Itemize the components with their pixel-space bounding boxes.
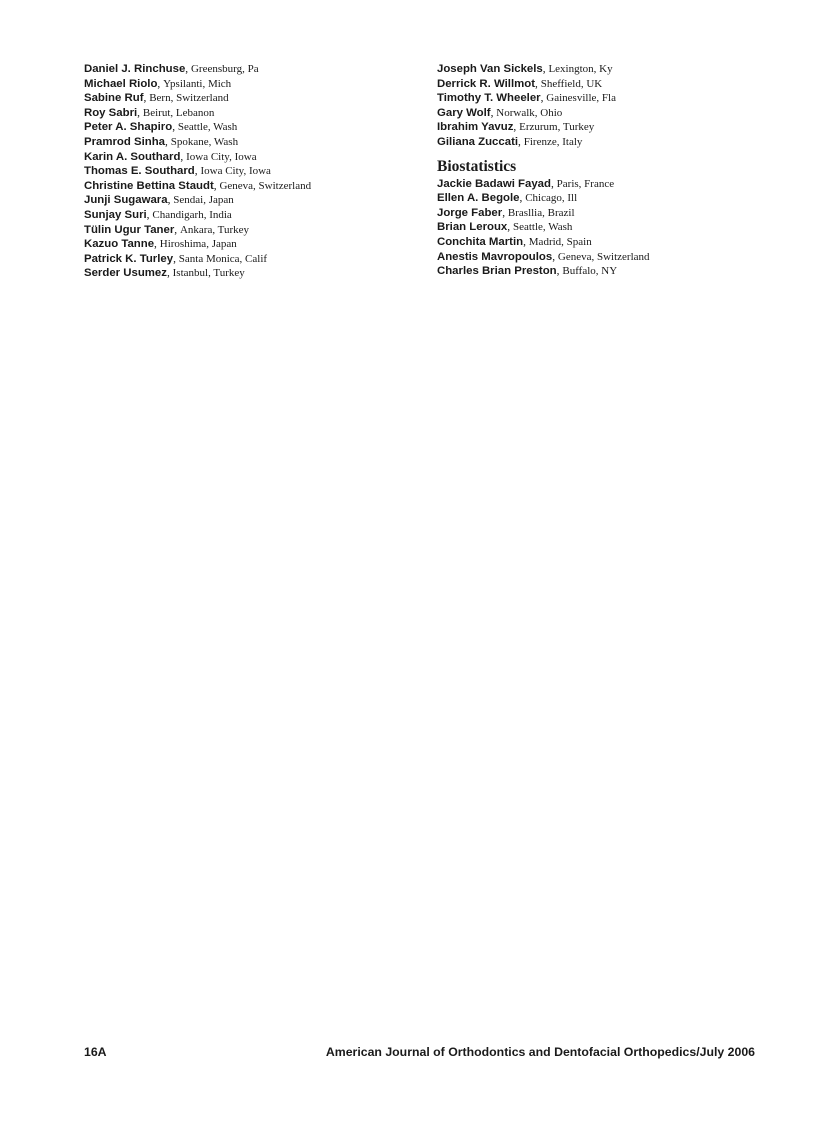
reviewer-location: Gainesville, Fla	[546, 92, 616, 105]
reviewer-entry: Giliana Zuccati, Firenze, Italy	[437, 135, 583, 148]
reviewer-entry: Derrick R. Willmot, Sheffield, UK	[437, 77, 603, 90]
reviewer-name: Derrick R. Willmot	[437, 77, 536, 90]
reviewer-entry: Patrick K. Turley, Santa Monica, Calif	[84, 252, 268, 265]
reviewer-location: Sheffield, UK	[540, 77, 603, 90]
reviewer-location: Buffalo, NY	[562, 265, 618, 278]
reviewer-name: Michael Riolo	[84, 77, 158, 90]
reviewer-entry: Pramrod Sinha, Spokane, Wash	[84, 135, 239, 148]
reviewer-entry: Sabine Ruf, Bern, Switzerland	[84, 92, 229, 105]
reviewer-location: Ypsilanti, Mich	[163, 77, 232, 90]
reviewer-entry: Thomas E. Southard, Iowa City, Iowa	[84, 165, 271, 178]
reviewer-entry: Conchita Martin, Madrid, Spain	[437, 235, 592, 248]
reviewer-name: Jackie Badawi Fayad	[437, 177, 551, 190]
reviewer-name: Patrick K. Turley	[84, 252, 174, 265]
reviewer-location: Sendai, Japan	[173, 194, 234, 207]
reviewer-name: Ibrahim Yavuz	[437, 121, 514, 134]
reviewer-location: Beirut, Lebanon	[142, 106, 215, 119]
reviewer-name: Tülin Ugur Taner	[84, 223, 175, 236]
reviewer-name: Peter A. Shapiro	[84, 121, 173, 134]
reviewer-location: Seattle, Wash	[512, 221, 573, 234]
reviewer-entry: Roy Sabri, Beirut, Lebanon	[84, 106, 215, 119]
reviewer-name: Junji Sugawara	[84, 194, 168, 207]
reviewer-location: Santa Monica, Calif	[178, 252, 268, 265]
reviewer-entry: Jackie Badawi Fayad, Paris, France	[437, 177, 615, 190]
reviewer-name: Pramrod Sinha	[84, 135, 166, 148]
reviewer-location: Firenze, Italy	[523, 135, 583, 148]
reviewer-location: Brasllia, Brazil	[507, 206, 575, 219]
biostatistics-list	[437, 177, 757, 279]
reviewer-location: Iowa City, Iowa	[200, 165, 271, 178]
reviewer-entry: Serder Usumez, Istanbul, Turkey	[84, 267, 245, 280]
reviewer-list-left	[84, 62, 404, 281]
reviewer-name: Conchita Martin	[437, 235, 524, 248]
reviewer-entry: Timothy T. Wheeler, Gainesville, Fla	[437, 92, 616, 105]
reviewer-entry: Gary Wolf, Norwalk, Ohio	[437, 106, 563, 119]
reviewer-entry: Ellen A. Begole, Chicago, Ill	[437, 192, 578, 205]
reviewer-location: Chandigarh, India	[152, 208, 232, 221]
reviewer-entry: Jorge Faber, Brasllia, Brazil	[437, 206, 575, 219]
reviewer-name: Brian Leroux	[437, 221, 508, 234]
reviewer-location: Chicago, Ill	[525, 192, 578, 205]
reviewer-location: Hiroshima, Japan	[159, 238, 237, 251]
journal-footer: American Journal of Orthodontics and Dentofacial Orthopedics/July 2006	[325, 1045, 755, 1059]
reviewer-name: Serder Usumez	[84, 267, 167, 280]
reviewer-location: Paris, France	[556, 177, 615, 190]
reviewer-name: Christine Bettina Staudt	[84, 179, 214, 192]
reviewer-entry: Junji Sugawara, Sendai, Japan	[84, 194, 234, 207]
reviewer-entry: Peter A. Shapiro, Seattle, Wash	[84, 121, 238, 134]
reviewer-location: Erzurum, Turkey	[519, 121, 595, 134]
reviewer-entry: Kazuo Tanne, Hiroshima, Japan	[84, 238, 237, 251]
reviewer-name: Karin A. Southard	[84, 150, 181, 163]
reviewer-list-right	[437, 62, 757, 279]
reviewer-entry: Anestis Mavropoulos, Geneva, Switzerland	[437, 250, 650, 263]
reviewer-entry: Charles Brian Preston, Buffalo, NY	[437, 265, 618, 278]
section-heading-biostatistics: Biostatistics	[437, 157, 517, 175]
reviewer-entry: Christine Bettina Staudt, Geneva, Switzerland	[84, 179, 312, 192]
reviewer-name: Charles Brian Preston	[437, 265, 557, 278]
reviewer-location: Lexington, Ky	[548, 63, 613, 75]
reviewer-entry: Ibrahim Yavuz, Erzurum, Turkey	[437, 121, 595, 134]
reviewer-name: Gary Wolf	[437, 106, 491, 119]
reviewer-name: Joseph Van Sickels	[437, 63, 543, 75]
reviewer-entry: Michael Riolo, Ypsilanti, Mich	[84, 77, 232, 90]
reviewer-name: Ellen A. Begole	[437, 192, 520, 205]
reviewer-entry: Brian Leroux, Seattle, Wash	[437, 221, 573, 234]
reviewer-name: Jorge Faber	[437, 206, 503, 219]
reviewer-entry: Karin A. Southard, Iowa City, Iowa	[84, 150, 257, 163]
reviewer-name: Daniel J. Rinchuse	[84, 63, 186, 75]
reviewer-location: Greensburg, Pa	[190, 63, 259, 75]
reviewer-location: Norwalk, Ohio	[496, 106, 563, 119]
reviewer-name: Timothy T. Wheeler	[437, 92, 541, 105]
reviewer-location: Istanbul, Turkey	[172, 267, 245, 280]
reviewer-location: Seattle, Wash	[177, 121, 238, 134]
reviewer-location: Iowa City, Iowa	[186, 150, 257, 163]
reviewer-entry: Tülin Ugur Taner, Ankara, Turkey	[84, 223, 250, 236]
reviewer-name: Anestis Mavropoulos	[437, 250, 553, 263]
page-number: 16A	[84, 1045, 107, 1059]
reviewer-name: Kazuo Tanne	[84, 238, 155, 251]
reviewer-list-right-entries	[437, 62, 757, 150]
reviewer-entry: Daniel J. Rinchuse, Greensburg, Pa	[84, 63, 259, 75]
reviewer-location: Ankara, Turkey	[179, 223, 250, 236]
reviewer-name: Sunjay Suri	[84, 208, 147, 221]
reviewer-name: Roy Sabri	[84, 106, 138, 119]
reviewer-entry: Joseph Van Sickels, Lexington, Ky	[437, 63, 613, 75]
reviewer-entry: Sunjay Suri, Chandigarh, India	[84, 208, 232, 221]
reviewer-name: Sabine Ruf	[84, 92, 144, 105]
reviewer-location: Spokane, Wash	[170, 135, 239, 148]
reviewer-location: Madrid, Spain	[528, 235, 592, 248]
reviewer-location: Bern, Switzerland	[149, 92, 229, 105]
reviewer-name: Giliana Zuccati	[437, 135, 519, 148]
reviewer-location: Geneva, Switzerland	[557, 250, 650, 263]
reviewer-location: Geneva, Switzerland	[219, 179, 312, 192]
reviewer-name: Thomas E. Southard	[84, 165, 195, 178]
